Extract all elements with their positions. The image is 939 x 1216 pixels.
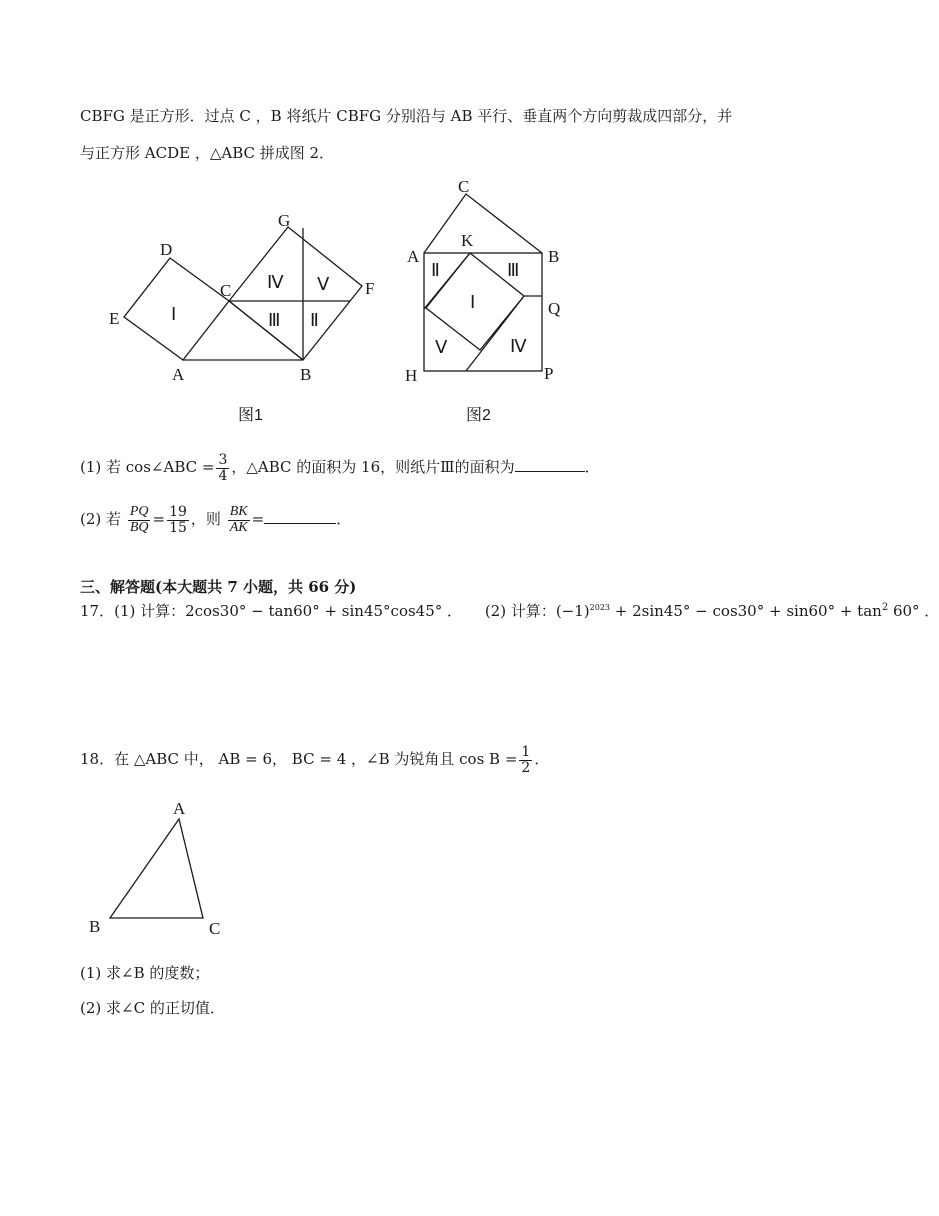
- q17-part-2: [485, 602, 939, 620]
- fig2-label-p: P: [544, 364, 554, 383]
- q18-stem-end: ．: [534, 750, 550, 768]
- q17-label: 17．: [80, 602, 115, 620]
- fig1-piece-5: Ⅴ: [317, 274, 330, 294]
- q16-p2-frac1-num: PQ: [129, 503, 149, 519]
- q18-fraction: [519, 745, 532, 775]
- fig2-label-h: H: [405, 366, 418, 385]
- q18-label-b: B: [89, 917, 101, 936]
- fig1-label-b: B: [300, 365, 312, 384]
- fig1-label-g: G: [278, 211, 291, 230]
- fig2-label-c: C: [458, 177, 470, 196]
- q17-p2-square: 2: [881, 602, 889, 613]
- q16-p2-fraction-2: [167, 505, 189, 535]
- fig1-label-c: C: [220, 281, 232, 300]
- q17-p2-exponent: 2023: [589, 603, 611, 612]
- q17-p2-end: 60° ．: [888, 602, 939, 620]
- q18-part-1: (1) 求∠B 的度数；: [80, 964, 210, 982]
- figure-2: [398, 178, 578, 398]
- intro-line-1: CBFG 是正方形．过点 C ，B 将纸片 CBFG 分别沿与 AB 平行、垂直两个方向剪裁成四部分，并: [80, 107, 733, 125]
- q17-part-1: (1) 计算：2cos30° − tan60° + sin45°cos45° ．: [114, 602, 463, 620]
- q17-p2-prefix: (2) 计算：(−1): [484, 602, 590, 620]
- q16-part-1: [80, 448, 600, 486]
- q16-p2-eq-2: =: [251, 510, 265, 528]
- figure-1: [100, 200, 390, 430]
- fig1-label-e: E: [109, 309, 120, 328]
- fig2-label-b: B: [548, 247, 560, 266]
- square-acde: [124, 258, 232, 360]
- q16-p1-answer-blank[interactable]: [515, 471, 585, 472]
- q16-p2-fraction-1: [128, 505, 151, 535]
- fig1-piece-2: Ⅱ: [310, 310, 319, 330]
- q18-stem: [80, 740, 549, 778]
- fig1-piece-4: Ⅳ: [267, 272, 284, 292]
- fig1-piece-1: Ⅰ: [171, 304, 177, 324]
- q16-p2-end: ．: [336, 510, 352, 528]
- q16-p2-eq-1: =: [152, 510, 166, 528]
- q16-p1-frac-den: 4: [218, 467, 228, 484]
- q16-p2-mid: ，则: [190, 510, 221, 528]
- q16-p2-frac2-num: 19: [169, 503, 187, 520]
- q16-p1-suffix: ，△ABC 的面积为 16，则纸片Ⅲ的面积为: [231, 458, 515, 476]
- q18-stem-prefix: 18．在 △ABC 中， AB = 6， BC = 4 ，∠B 为锐角且 cos B =: [80, 750, 518, 768]
- fig1-label-f: F: [365, 279, 375, 298]
- fig2-piece-1: Ⅰ: [470, 292, 476, 312]
- fig2-piece-5: Ⅴ: [435, 337, 448, 357]
- fig2-piece-3: Ⅲ: [507, 260, 520, 280]
- intro-line-2: 与正方形 ACDE ，△ABC 拼成图 2．: [80, 144, 335, 162]
- q18-part-2: (2) 求∠C 的正切值．: [80, 999, 225, 1017]
- triangle-roof: [424, 194, 542, 253]
- fig1-piece-3: Ⅲ: [268, 310, 281, 330]
- fig1-label-d: D: [160, 240, 173, 259]
- q18-frac-den: 2: [521, 759, 531, 776]
- q16-p1-prefix: (1) 若 cos∠ABC =: [80, 458, 215, 476]
- q18-label-c: C: [209, 919, 221, 938]
- q16-p1-frac-num: 3: [218, 451, 228, 468]
- section-3-title: 三、解答题(本大题共 7 小题，共 66 分): [80, 578, 357, 596]
- q16-p1-fraction: [216, 453, 229, 483]
- square-cbfg: [229, 227, 362, 360]
- fig1-label-a: A: [172, 365, 185, 384]
- fig2-piece-4: Ⅳ: [510, 336, 527, 356]
- q17: [80, 600, 939, 621]
- q18-frac-num: 1: [521, 743, 531, 760]
- fig2-label-a: A: [407, 247, 420, 266]
- q18-triangle-figure: [80, 795, 240, 945]
- q16-part-2: [80, 500, 351, 538]
- q16-p2-prefix: (2) 若: [80, 510, 122, 528]
- q18-label-a: A: [173, 799, 186, 818]
- figure-2-caption: 图2: [466, 407, 491, 424]
- fig2-label-q: Q: [548, 299, 561, 318]
- fig2-label-k: K: [461, 231, 474, 250]
- q16-p2-fraction-3: [228, 505, 250, 535]
- q16-p1-end: ．: [584, 458, 600, 476]
- q16-p2-frac3-num: BK: [229, 503, 248, 519]
- q16-p2-answer-blank[interactable]: [264, 523, 336, 524]
- q17-p2-suffix: + 2sin45° − cos30° + sin60° + tan: [610, 602, 882, 620]
- fig2-piece-2: Ⅱ: [431, 260, 440, 280]
- triangle-abc: [110, 819, 203, 918]
- q16-p2-frac1-den: BQ: [129, 519, 149, 535]
- q16-p2-frac2-den: 15: [169, 519, 187, 536]
- figure-1-caption: 图1: [238, 407, 263, 424]
- q16-p2-frac3-den: AK: [229, 519, 248, 535]
